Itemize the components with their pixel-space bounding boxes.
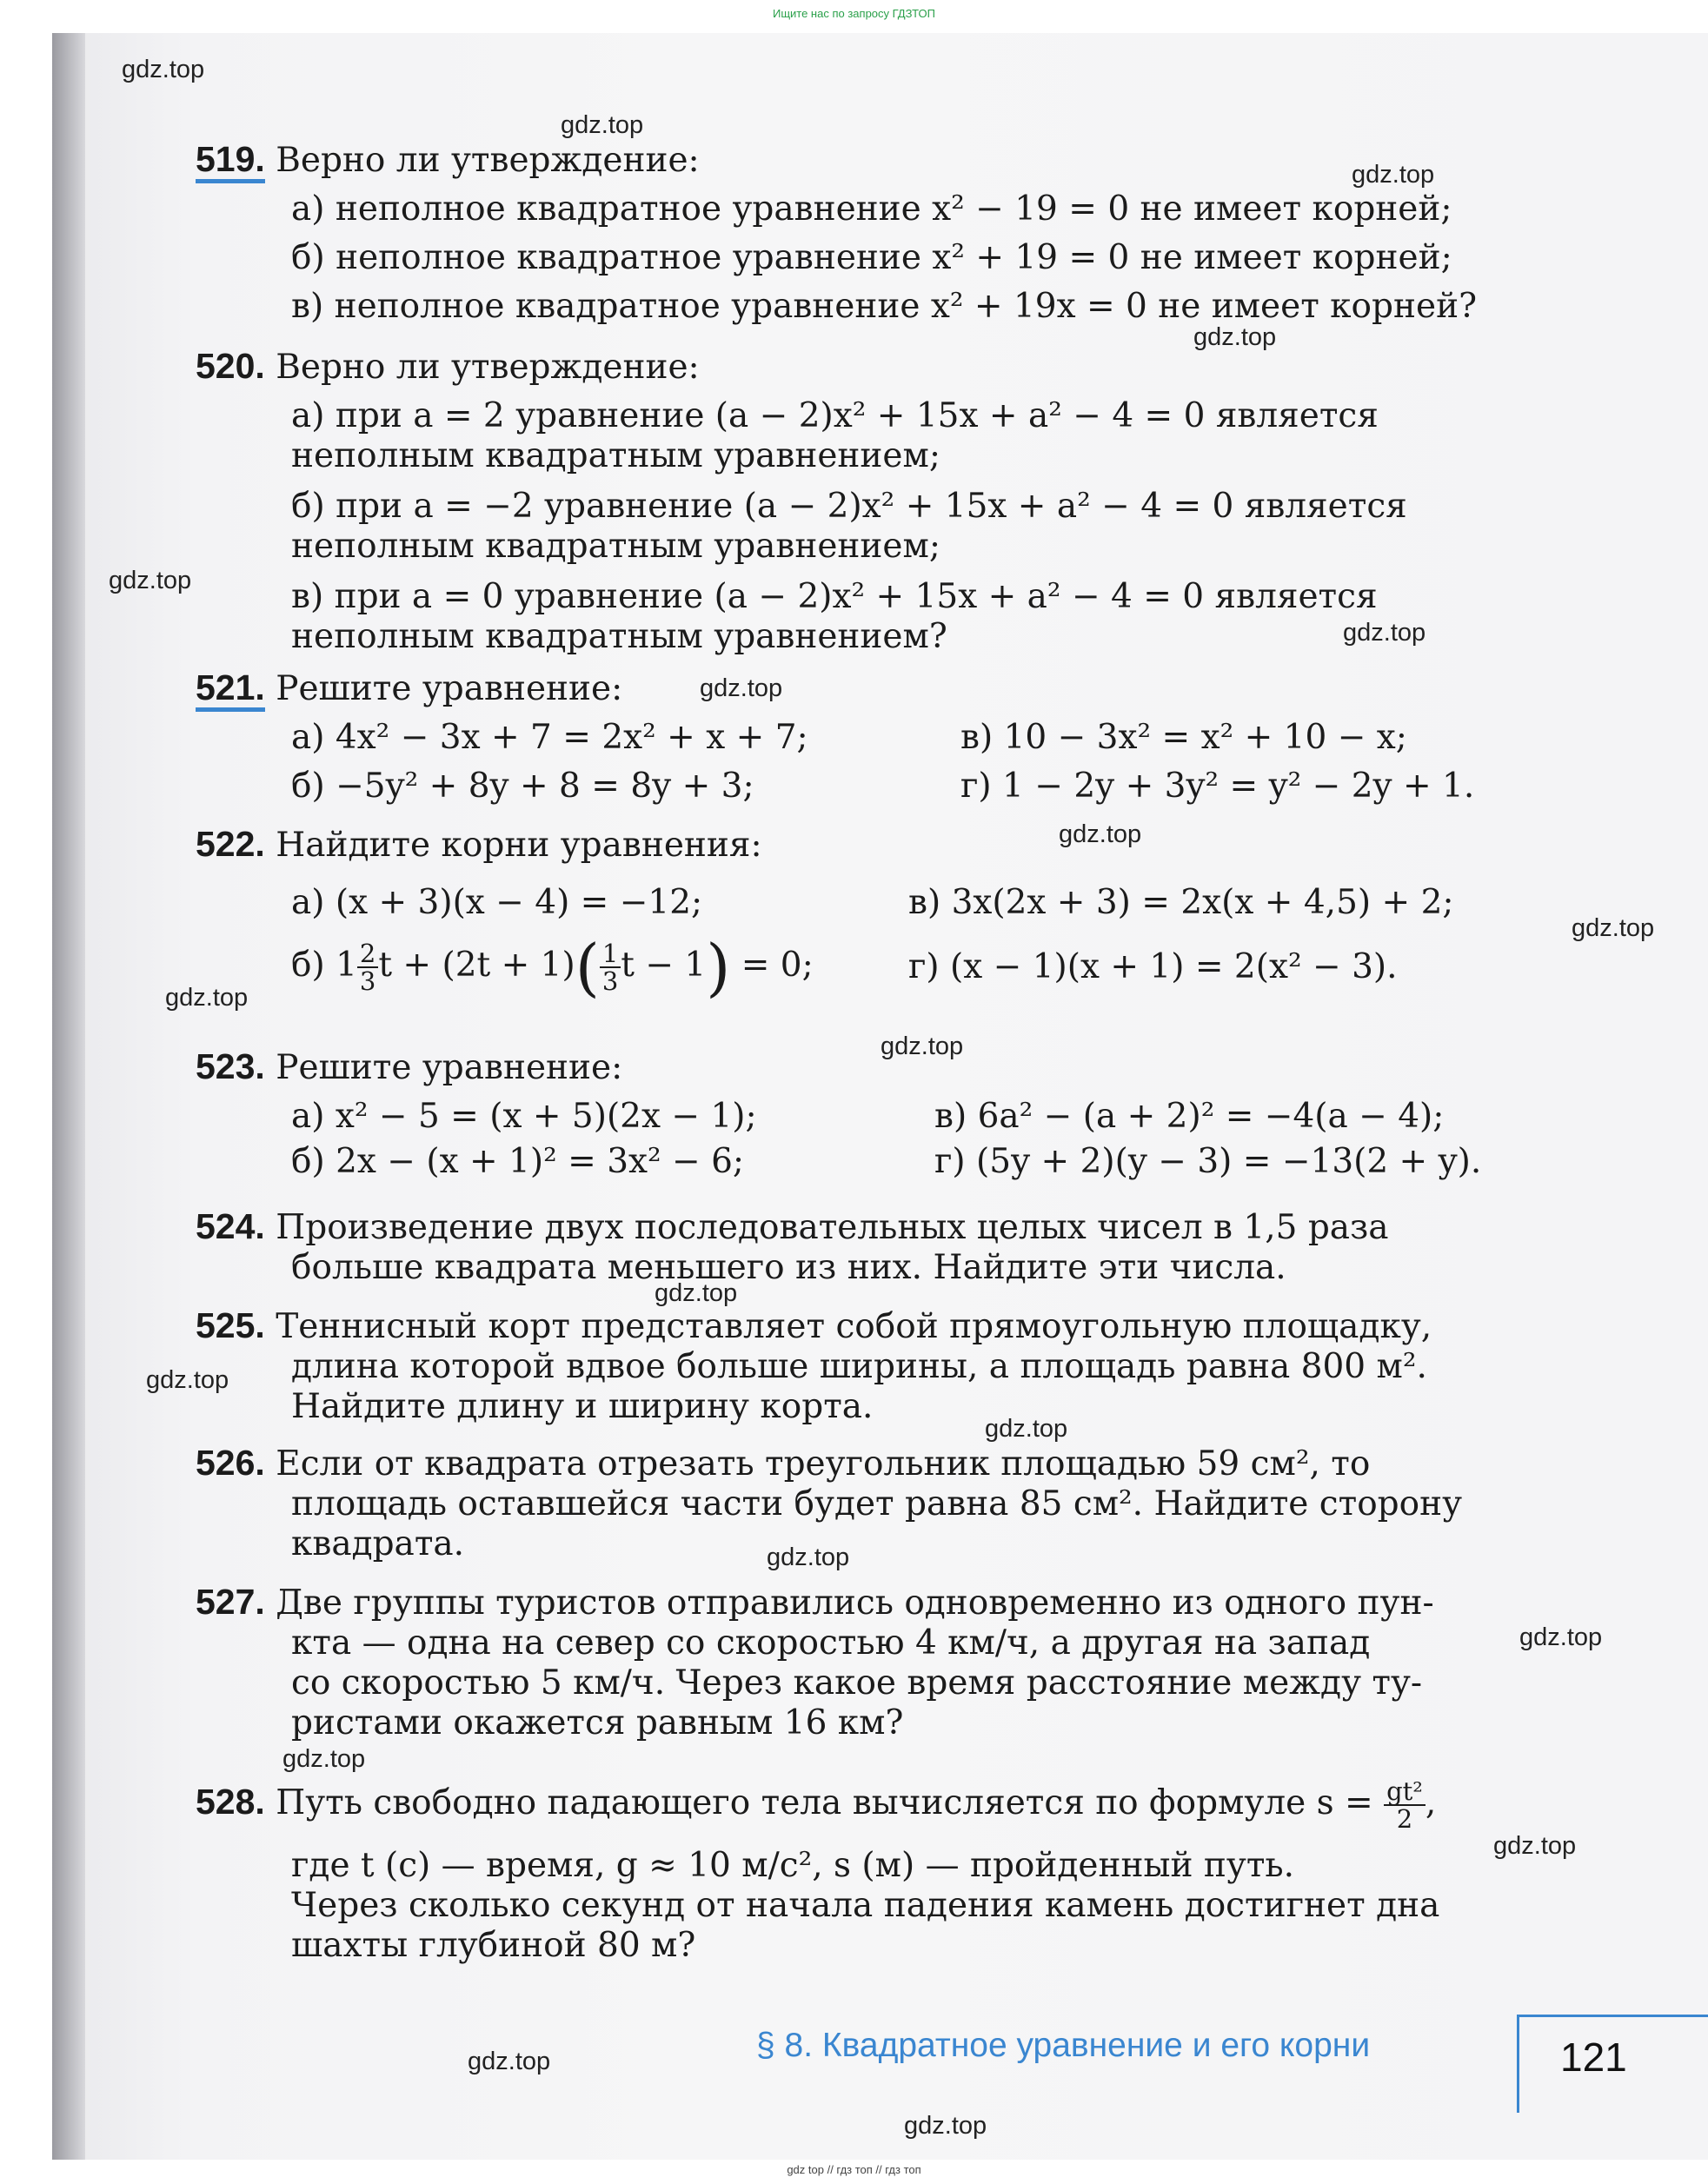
- watermark: gdz.top: [1059, 820, 1142, 848]
- exercise-line: а) неполное квадратное уравнение x² − 19 = 0 не имеет корней;: [291, 189, 1452, 229]
- page-number: 121: [1560, 2035, 1627, 2080]
- watermark: gdz.top: [1493, 1832, 1577, 1860]
- watermark: gdz.top: [1193, 323, 1277, 351]
- exercise-line: неполным квадратным уравнением;: [291, 527, 940, 566]
- exercise-line: неполным квадратным уравнением;: [291, 436, 940, 475]
- section-footer: § 8. Квадратное уравнение и его корни: [756, 2027, 1371, 2064]
- watermark: gdz.top: [904, 2112, 987, 2140]
- exercise-523: [196, 1046, 1525, 1182]
- exercise-number: 521.: [196, 667, 265, 712]
- exercise-number: 520.: [196, 346, 265, 386]
- exercise-item: б) 2x − (x + 1)² = 3x² − 6;: [291, 1142, 745, 1181]
- exercise-number: 524.: [196, 1206, 265, 1246]
- exercise-519: [196, 139, 1525, 327]
- exercise-522: [196, 824, 1525, 1004]
- exercise-528: 528. Путь свободно падающего тела вычисляется по формуле s = $\frac{\text{gt²}}{2}$ , где t (с) — время, g ≈ 10 м/с², s (м) — пройденный путь. Через сколько секунд от начала падения камень достигнет дна шахты глубиной 80 м?: [196, 1778, 1525, 1966]
- watermark: gdz.top: [881, 1032, 964, 1060]
- exercise-line: б) неполное квадратное уравнение x² + 19 = 0 не имеет корней;: [291, 238, 1452, 277]
- exercise-number: 522.: [196, 824, 265, 864]
- exercise-line: кта — одна на север со скоростью 4 км/ч, а другая на запад: [291, 1623, 1371, 1663]
- exercise-title: Верно ли утверждение:: [276, 141, 700, 180]
- watermark: gdz.top: [1572, 914, 1655, 942]
- exercise-line: Через сколько секунд от начала падения камень достигнет дна: [291, 1886, 1440, 1925]
- watermark: gdz.top: [561, 111, 644, 139]
- exercise-item: а) (x + 3)(x − 4) = −12;: [291, 883, 703, 922]
- exercise-title: Решите уравнение:: [276, 669, 623, 708]
- watermark: gdz.top: [767, 1543, 850, 1571]
- exercise-line: длина которой вдвое больше ширины, а площадь равна 800 м².: [291, 1347, 1427, 1386]
- exercise-521: [196, 667, 1525, 807]
- exercise-line: Теннисный корт представляет собой прямоугольную площадку,: [276, 1307, 1432, 1346]
- exercise-number: 528.: [196, 1782, 265, 1822]
- exercise-item: г) (5y + 2)(y − 3) = −13(2 + y).: [934, 1142, 1482, 1181]
- exercise-item: а) x² − 5 = (x + 5)(2x − 1);: [291, 1097, 757, 1136]
- watermark: gdz.top: [1352, 161, 1435, 189]
- exercise-line: больше квадрата меньшего из них. Найдите эти числа.: [291, 1248, 1286, 1287]
- exercise-520: [196, 346, 1525, 657]
- exercise-line: квадрата.: [291, 1524, 465, 1563]
- watermark: gdz.top: [985, 1415, 1068, 1443]
- exercise-line: неполным квадратным уравнением?: [291, 617, 947, 656]
- exercise-item: в) 6a² − (a + 2)² = −4(a − 4);: [934, 1097, 1445, 1136]
- exercise-527: [196, 1582, 1525, 1743]
- exercise-item: а) 4x² − 3x + 7 = 2x² + x + 7;: [291, 718, 808, 757]
- watermark: gdz.top: [1519, 1623, 1603, 1651]
- exercise-title: Найдите корни уравнения:: [276, 826, 762, 865]
- exercise-title: Верно ли утверждение:: [276, 348, 700, 387]
- exercise-item: б) −5y² + 8y + 8 = 8y + 3;: [291, 767, 754, 806]
- exercise-524: [196, 1206, 1525, 1288]
- top-note: Ищите нас по запросу ГДЗТОП: [772, 7, 935, 20]
- watermark: gdz.top: [282, 1745, 366, 1773]
- exercise-525: [196, 1305, 1525, 1427]
- exercise-line: Если от квадрата отрезать треугольник площадью 59 см², то: [276, 1444, 1371, 1484]
- watermark: gdz.top: [468, 2048, 551, 2075]
- page-spine-shadow: [52, 33, 85, 2160]
- watermark: gdz.top: [1343, 619, 1426, 647]
- exercise-item: г) (x − 1)(x + 1) = 2(x² − 3).: [908, 947, 1398, 986]
- exercise-line: Путь свободно падающего тела вычисляется по формуле s =: [276, 1783, 1373, 1822]
- watermark: gdz.top: [165, 984, 249, 1012]
- exercise-line: со скоростью 5 км/ч. Через какое время расстояние между ту-: [291, 1663, 1423, 1703]
- exercise-line: в) неполное квадратное уравнение x² + 19x = 0 не имеет корней?: [291, 287, 1477, 326]
- watermark: gdz.top: [109, 567, 192, 594]
- watermark: gdz.top: [122, 56, 205, 83]
- watermark: gdz.top: [146, 1366, 229, 1394]
- watermark: gdz.top: [655, 1279, 738, 1307]
- exercise-item: в) 10 − 3x² = x² + 10 − x;: [960, 718, 1407, 757]
- exercise-number: 523.: [196, 1046, 265, 1086]
- exercise-line: ристами окажется равным 16 км?: [291, 1703, 904, 1743]
- exercise-line: б) при a = −2 уравнение (a − 2)x² + 15x + a² − 4 = 0 является: [291, 487, 1407, 526]
- exercise-number: 527.: [196, 1582, 265, 1622]
- exercise-line: Две группы туристов отправились одновременно из одного пун-: [276, 1583, 1434, 1623]
- exercise-line: а) при a = 2 уравнение (a − 2)x² + 15x + a² − 4 = 0 является: [291, 396, 1379, 435]
- bottom-note: gdz top // гдз топ // гдз топ: [787, 2163, 921, 2176]
- exercise-line: площадь оставшейся части будет равна 85 см². Найдите сторону: [291, 1484, 1463, 1523]
- exercise-item: в) 3x(2x + 3) = 2x(x + 4,5) + 2;: [908, 883, 1454, 922]
- exercise-line: в) при a = 0 уравнение (a − 2)x² + 15x + a² − 4 = 0 является: [291, 577, 1378, 616]
- exercise-line: Найдите длину и ширину корта.: [291, 1387, 874, 1426]
- formula-fraction: $\frac{\text{gt²}}{2}$: [1384, 1778, 1426, 1832]
- exercise-item-fraction: б) 1 $\frac{2}{3}$ t + (2t + 1)( $\frac{1}{3}$ t − 1) = 0;: [291, 931, 814, 1004]
- exercise-line: где t (с) — время, g ≈ 10 м/с², s (м) — пройденный путь.: [291, 1846, 1295, 1885]
- exercise-number: 526.: [196, 1443, 265, 1483]
- exercise-item: г) 1 − 2y + 3y² = y² − 2y + 1.: [960, 767, 1475, 806]
- exercise-line: шахты глубиной 80 м?: [291, 1926, 696, 1965]
- exercise-title: Решите уравнение:: [276, 1048, 623, 1087]
- watermark: gdz.top: [700, 674, 783, 702]
- exercise-526: [196, 1443, 1525, 1564]
- exercise-number: 525.: [196, 1305, 265, 1345]
- exercise-number: 519.: [196, 139, 265, 183]
- exercise-line: Произведение двух последовательных целых чисел в 1,5 раза: [276, 1208, 1389, 1247]
